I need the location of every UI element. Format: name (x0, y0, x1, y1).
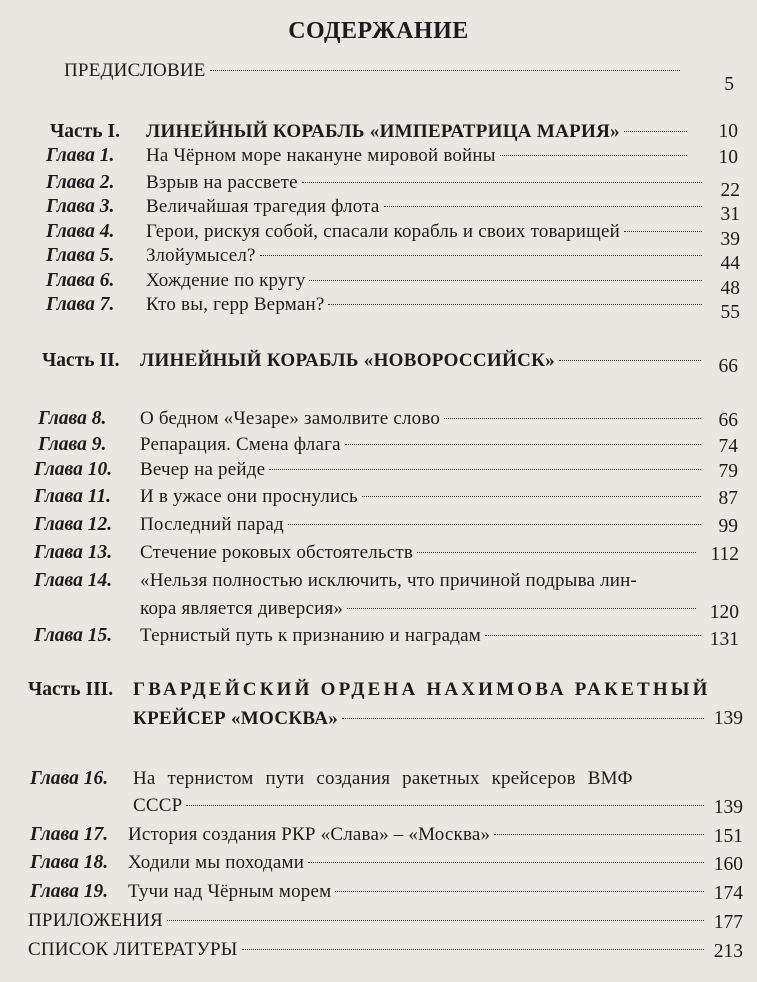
chapter-label: Глава 10. (34, 459, 113, 480)
part-label: Часть I. (50, 121, 120, 142)
toc-label: ПРЕДИСЛОВИЕ (64, 60, 206, 81)
dot-leader (362, 496, 701, 497)
chapter-title: Стечение роковых обстоятельств (140, 542, 414, 563)
dot-leader (494, 834, 704, 835)
toc-chapter (0, 457, 757, 483)
chapter-title: Хождение по кругу (146, 270, 306, 291)
toc-chapter (0, 822, 757, 848)
dot-leader (302, 182, 702, 183)
chapter-title-line-2: кора является диверсия» (140, 598, 344, 619)
chapter-label: Глава 13. (34, 542, 113, 563)
toc-part-3 (0, 677, 757, 703)
part-label: Часть II. (42, 350, 120, 371)
page-number: 55 (720, 302, 740, 323)
chapter-label: Глава 14. (34, 570, 113, 591)
chapter-label: Глава 7. (46, 294, 115, 315)
chapter-title-line-1: На тернистом пути создания ракетных крейсеров ВМФ (133, 768, 633, 789)
chapter-label: Глава 19. (30, 881, 109, 902)
part-title-line-2: КРЕЙСЕР «МОСКВА» (133, 708, 339, 729)
toc-bibliography (0, 937, 757, 963)
dot-leader (308, 862, 704, 863)
chapter-title: Тернистый путь к признанию и наградам (140, 625, 481, 646)
chapter-label: Глава 15. (34, 625, 113, 646)
page-number: 139 (713, 708, 743, 729)
chapter-label: Глава 1. (46, 145, 115, 166)
chapter-title-line-1: «Нельзя полностью исключить, что причиной подрыва лин- (140, 570, 638, 591)
dot-leader (444, 418, 701, 419)
dot-leader (345, 444, 701, 445)
page-number: 139 (713, 797, 743, 818)
dot-leader (624, 131, 687, 132)
dot-leader (342, 718, 704, 719)
dot-leader (288, 524, 701, 525)
chapter-label: Глава 9. (38, 434, 107, 455)
toc-chapter (0, 219, 757, 250)
toc-chapter (0, 170, 757, 201)
chapter-title: Ходили мы походами (128, 852, 305, 873)
bibliography-label: СПИСОК ЛИТЕРАТУРЫ (28, 939, 238, 960)
chapter-label: Глава 5. (46, 245, 115, 266)
toc-chapter (0, 194, 757, 225)
toc-chapter (0, 292, 757, 323)
chapter-title: Кто вы, герр Верман? (146, 294, 325, 315)
page-number: 112 (710, 544, 739, 565)
toc-chapter (0, 484, 757, 510)
toc-part-3-continuation (0, 706, 757, 732)
chapter-label: Глава 17. (30, 824, 109, 845)
chapter-label: Глава 11. (34, 486, 112, 507)
appendix-label: ПРИЛОЖЕНИЯ (28, 910, 163, 931)
page-number: 44 (720, 253, 740, 274)
dot-leader (269, 469, 701, 470)
chapter-title: О бедном «Чезаре» замолвите слово (140, 408, 441, 429)
chapter-label: Глава 8. (38, 408, 107, 429)
page-number: 79 (718, 461, 738, 482)
dot-leader (260, 255, 702, 256)
page-number: 151 (713, 826, 743, 847)
page-title: СОДЕРЖАНИЕ (288, 18, 469, 44)
page-number: 174 (713, 883, 743, 904)
chapter-title: Величайшая трагедия флота (146, 196, 380, 217)
dot-leader (335, 891, 704, 892)
chapter-label: Глава 18. (30, 852, 109, 873)
dot-leader (384, 206, 702, 207)
dot-leader (210, 70, 680, 71)
part-title: ЛИНЕЙНЫЙ КОРАБЛЬ «ИМПЕРАТРИЦА МАРИЯ» (146, 121, 620, 142)
toc-chapter (0, 268, 757, 299)
toc-chapter (0, 850, 757, 876)
chapter-title: Злойумысел? (146, 245, 256, 266)
chapter-label: Глава 6. (46, 270, 115, 291)
page-number: 213 (713, 941, 743, 962)
dot-leader (559, 360, 701, 361)
chapter-label: Глава 2. (46, 172, 115, 193)
dot-leader (347, 608, 696, 609)
dot-leader (167, 920, 704, 921)
page-number: 131 (709, 629, 739, 650)
chapter-title: История создания РКР «Слава» – «Москва» (128, 824, 491, 845)
page-number: 87 (718, 488, 738, 509)
dot-leader (500, 155, 687, 156)
dot-leader (485, 635, 701, 636)
chapter-label: Глава 4. (46, 221, 115, 242)
dot-leader (417, 552, 696, 553)
toc-part-2 (0, 348, 757, 377)
dot-leader (328, 304, 702, 305)
page-number: 48 (720, 278, 740, 299)
page-number: 160 (713, 854, 743, 875)
toc-chapter-continuation (0, 793, 757, 819)
chapter-title-line-2: СССР (133, 795, 183, 816)
page-number: 5 (724, 74, 734, 95)
page-number: 31 (720, 204, 740, 225)
toc-chapter (0, 623, 757, 649)
toc-preface (0, 58, 757, 95)
toc-chapter (0, 879, 757, 905)
part-label: Часть III. (28, 679, 114, 700)
dot-leader (186, 805, 704, 806)
dot-leader (242, 949, 704, 950)
page-number: 22 (720, 180, 740, 201)
toc-appendix (0, 908, 757, 934)
part-title-line-1: ГВАРДЕЙСКИЙ ОРДЕНА НАХИМОВА РАКЕТНЫЙ (133, 679, 711, 700)
toc-chapter (0, 512, 757, 538)
chapter-title: Репарация. Смена флага (140, 434, 341, 455)
toc-chapter (0, 243, 757, 274)
page-number: 10 (718, 147, 738, 168)
chapter-title: Взрыв на рассвете (146, 172, 298, 193)
chapter-title: И в ужасе они проснулись (140, 486, 358, 507)
page-number: 120 (709, 602, 739, 623)
part-title: ЛИНЕЙНЫЙ КОРАБЛЬ «НОВОРОССИЙСК» (140, 350, 555, 371)
toc-chapter (0, 540, 757, 566)
toc-chapter (0, 432, 757, 458)
chapter-title: На Чёрном море накануне мировой войны (146, 145, 496, 166)
chapter-label: Глава 3. (46, 196, 115, 217)
page-number: 66 (718, 356, 738, 377)
chapter-title: Герои, рискуя собой, спасали корабль и своих товарищей (146, 221, 620, 242)
chapter-title: Последний парад (140, 514, 284, 535)
page-number: 99 (718, 516, 738, 537)
chapter-label: Глава 12. (34, 514, 113, 535)
chapter-label: Глава 16. (30, 768, 109, 789)
toc-chapter (0, 406, 757, 432)
toc-chapter (0, 143, 757, 169)
page-number: 39 (720, 229, 740, 250)
toc-part-1 (0, 119, 757, 145)
page-number: 10 (718, 121, 738, 142)
page-number: 177 (713, 912, 743, 933)
toc-chapter-multiline (0, 766, 757, 792)
toc-chapter-continuation (0, 596, 757, 622)
page-number: 74 (718, 436, 738, 457)
chapter-title: Тучи над Чёрным морем (128, 881, 332, 902)
chapter-title: Вечер на рейде (140, 459, 266, 480)
page-number: 66 (718, 410, 738, 431)
toc-chapter-multiline (0, 568, 757, 594)
dot-leader (309, 280, 702, 281)
